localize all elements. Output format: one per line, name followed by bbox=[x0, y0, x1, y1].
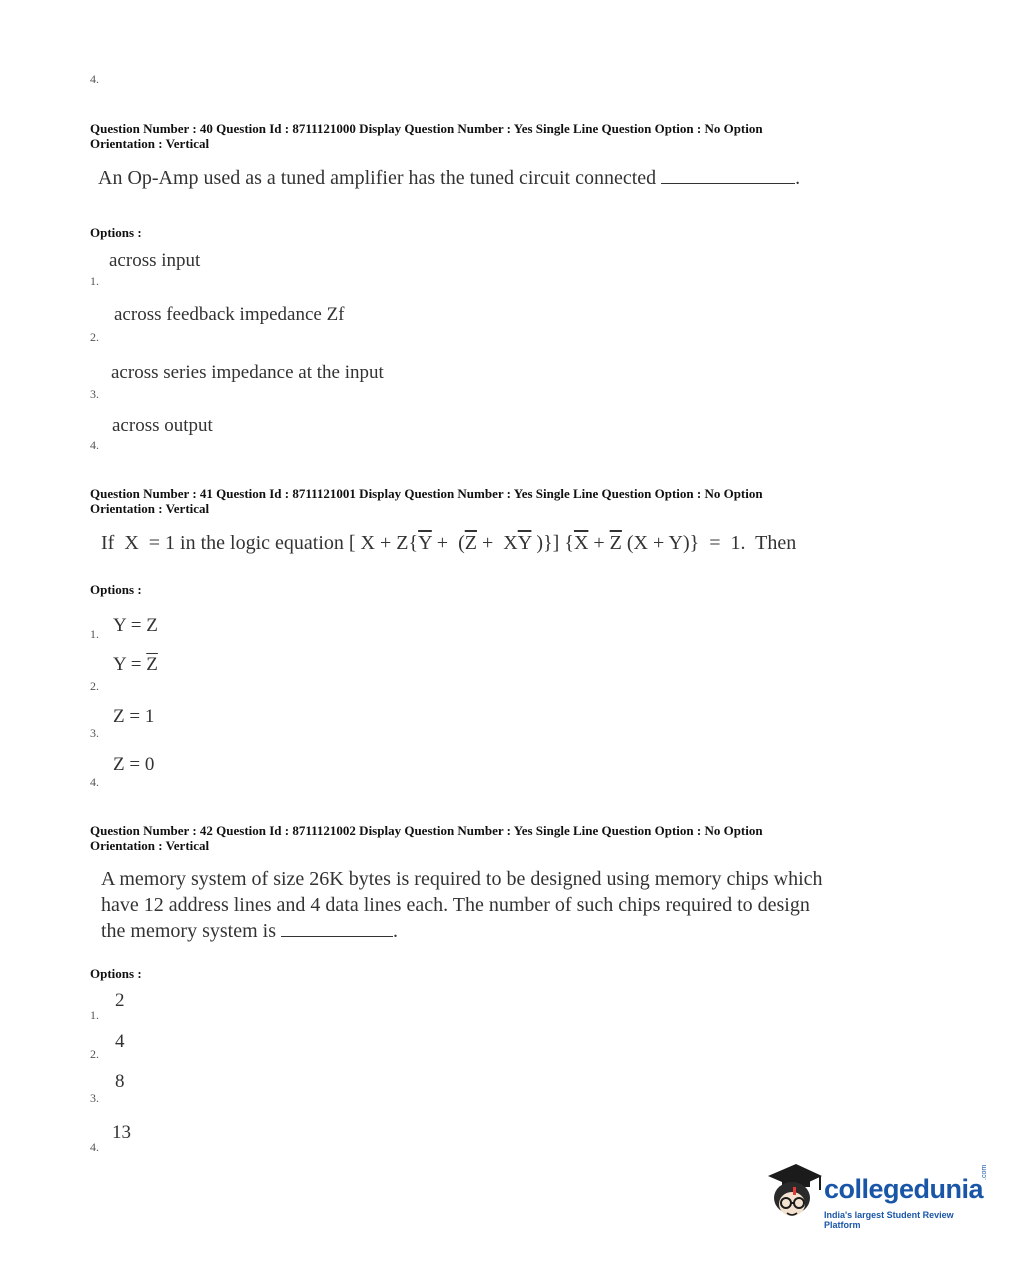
question-40-meta bbox=[90, 121, 890, 151]
option-lhs: Z bbox=[113, 754, 125, 775]
question-42-meta-line2: Orientation : Vertical bbox=[90, 838, 210, 853]
question-41-meta-line1: Question Number : 41 Question Id : 8711121001 Display Question Number : Yes Single Line Question Option : No Option bbox=[90, 486, 763, 501]
question-41-option-3-number: 3. bbox=[90, 726, 99, 740]
question-40-option-3-number: 3. bbox=[90, 387, 99, 401]
logo-name: collegedunia bbox=[824, 1174, 984, 1204]
question-42-text-line2: have 12 address lines and 4 data lines each. The number of such chips required to design bbox=[101, 894, 810, 916]
option-rhs: 0 bbox=[144, 754, 155, 775]
logo-suffix: .com bbox=[981, 1164, 988, 1180]
question-42-option-1-number: 1. bbox=[90, 1008, 99, 1022]
question-40-text: An Op-Amp used as a tuned amplifier has the tuned circuit connected . bbox=[98, 167, 801, 189]
option-rhs-overline: $\overline{Z}$ bbox=[146, 654, 158, 675]
question-42-text-line3-body: the memory system is bbox=[101, 920, 276, 942]
option-eq: = bbox=[124, 706, 145, 727]
question-41-option-4-number: 4. bbox=[90, 775, 99, 789]
question-40-option-3[interactable]: across series impedance at the input bbox=[111, 362, 384, 383]
option-eq: = bbox=[126, 654, 147, 675]
question-41-meta bbox=[90, 486, 890, 516]
option-rhs: Z bbox=[146, 615, 158, 636]
q41-part-overline: $\overline{Z}$ bbox=[609, 532, 622, 554]
question-40-option-4[interactable]: across output bbox=[112, 415, 213, 436]
option-lhs: Y bbox=[113, 654, 127, 675]
option-eq: = bbox=[124, 754, 145, 775]
question-41-option-1[interactable] bbox=[113, 615, 158, 637]
question-42-text-line3: the memory system is . bbox=[101, 920, 398, 942]
question-42-meta bbox=[90, 823, 890, 853]
question-41-option-4[interactable] bbox=[113, 754, 154, 776]
q41-part: + bbox=[588, 532, 610, 554]
question-40-text-body: An Op-Amp used as a tuned amplifier has the tuned circuit connected bbox=[98, 167, 657, 189]
question-40-meta-line2: Orientation : Vertical bbox=[90, 136, 210, 151]
question-41-option-2-number: 2. bbox=[90, 679, 99, 693]
question-40-option-1[interactable]: across input bbox=[109, 250, 201, 271]
q41-part-overline: $\overline{Z}$ bbox=[464, 532, 477, 554]
question-42-option-3-number: 3. bbox=[90, 1091, 99, 1105]
mascot-icon bbox=[762, 1160, 824, 1228]
q41-part: If X = 1 in the logic equation [ X + Z{ bbox=[101, 532, 419, 554]
q41-part: )}] { bbox=[531, 532, 574, 554]
q41-part-overline: $\overline{Y}$ bbox=[517, 532, 532, 554]
question-40-option-4-number: 4. bbox=[90, 438, 99, 452]
question-42-text bbox=[101, 866, 823, 944]
question-42-option-1[interactable]: 2 bbox=[115, 990, 125, 1011]
question-42-option-2-number: 2. bbox=[90, 1047, 99, 1061]
question-40-option-1-number: 1. bbox=[90, 274, 99, 288]
question-40-meta-line1: Question Number : 40 Question Id : 8711121000 Display Question Number : Yes Single Line Question Option : No Option bbox=[90, 121, 763, 136]
option-rhs: 1 bbox=[144, 706, 155, 727]
answer-blank bbox=[281, 935, 393, 937]
question-41-option-2[interactable] bbox=[113, 654, 158, 676]
q41-part-overline: $\overline{Y}$ bbox=[418, 532, 432, 554]
question-42-text-line1: A memory system of size 26K bytes is required to be designed using memory chips which bbox=[101, 868, 823, 890]
question-41-options-label: Options : bbox=[90, 582, 142, 597]
question-42-option-2[interactable]: 4 bbox=[115, 1031, 125, 1052]
question-40-option-2-number: 2. bbox=[90, 330, 99, 344]
question-40-options-label: Options : bbox=[90, 225, 142, 240]
q41-part: + ( bbox=[431, 532, 465, 554]
question-41-option-1-number: 1. bbox=[90, 627, 99, 641]
q41-part-overline: $\overline{X}$ bbox=[573, 532, 589, 554]
option-lhs: Y bbox=[113, 615, 127, 636]
answer-blank bbox=[661, 182, 795, 184]
collegedunia-logo[interactable] bbox=[762, 1160, 992, 1230]
question-41-option-3[interactable] bbox=[113, 706, 154, 728]
question-42-option-4[interactable]: 13 bbox=[112, 1122, 131, 1143]
question-42-option-3[interactable]: 8 bbox=[115, 1071, 125, 1092]
option-lhs: Z bbox=[113, 706, 125, 727]
question-42-meta-line1: Question Number : 42 Question Id : 8711121002 Display Question Number : Yes Single Line Question Option : No Option bbox=[90, 823, 763, 838]
logo-tagline: India's largest Student Review Platform bbox=[824, 1210, 954, 1230]
question-41-text bbox=[101, 532, 796, 555]
option-eq: = bbox=[126, 615, 147, 636]
q41-part: + X bbox=[476, 532, 518, 554]
question-42-options-label: Options : bbox=[90, 966, 142, 981]
question-42-option-4-number: 4. bbox=[90, 1140, 99, 1154]
prev-option-number: 4. bbox=[90, 72, 99, 86]
question-40-option-2[interactable]: across feedback impedance Zf bbox=[114, 304, 345, 325]
question-41-meta-line2: Orientation : Vertical bbox=[90, 501, 210, 516]
q41-part: (X + Y)} = 1. Then bbox=[621, 532, 797, 554]
